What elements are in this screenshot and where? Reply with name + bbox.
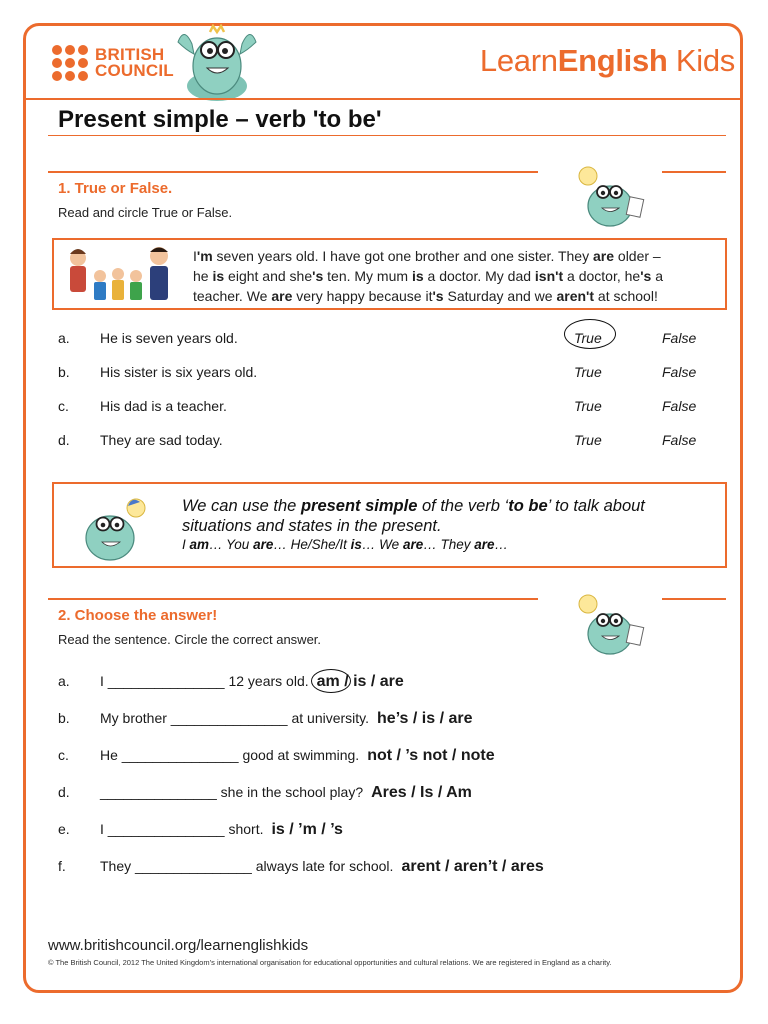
- option-separator: /: [435, 710, 449, 727]
- learnenglish-kids-logo[interactable]: LearnEnglish Kids: [479, 43, 735, 78]
- verb-form-text: are: [402, 537, 424, 552]
- answer-option[interactable]: Is: [420, 784, 434, 801]
- passage-text: very happy because it: [292, 288, 433, 304]
- option-separator: /: [433, 784, 447, 801]
- passage-text: older –: [614, 248, 661, 264]
- passage-text: 's: [432, 288, 444, 304]
- verb-form-text: … He/She/It: [273, 537, 351, 552]
- answer-option[interactable]: arent: [401, 858, 441, 875]
- verb-form-text: is: [350, 537, 362, 552]
- true-false-item: [58, 364, 718, 384]
- option-separator: /: [406, 784, 421, 801]
- item-sentence: _______________ she in the school play? Ares / Is / Am: [100, 784, 472, 801]
- reading-passage: [193, 246, 723, 306]
- info-text: ’ to talk about: [547, 497, 645, 515]
- verb-form-text: … We: [361, 537, 403, 552]
- answer-option[interactable]: Am: [446, 784, 472, 801]
- false-option[interactable]: False: [662, 398, 697, 414]
- false-option[interactable]: False: [662, 432, 697, 448]
- answer-option[interactable]: is: [271, 821, 285, 838]
- answer-option[interactable]: is: [353, 673, 367, 690]
- option-separator: /: [440, 858, 454, 875]
- item-letter: a.: [58, 330, 70, 346]
- passage-text: aren't: [556, 288, 595, 304]
- option-separator: /: [408, 710, 422, 727]
- answer-option[interactable]: not: [367, 747, 393, 764]
- title-underline: [48, 135, 726, 136]
- passage-text: are: [271, 288, 293, 304]
- family-illustration-icon: [64, 244, 179, 306]
- true-option[interactable]: True: [574, 432, 602, 448]
- logo-line-1: BRITISH: [95, 45, 165, 64]
- answer-option[interactable]: ’m: [298, 821, 317, 838]
- passage-text: teacher. We: [193, 288, 272, 304]
- passage-text: seven years old. I have got one brother and one sister. They: [212, 248, 593, 264]
- verb-form-text: … You: [209, 537, 254, 552]
- reading-passage-box: [52, 238, 727, 310]
- answer-option[interactable]: he’s: [377, 710, 409, 727]
- true-option[interactable]: True: [574, 364, 602, 380]
- choose-item: [58, 784, 718, 806]
- monster-idea-icon: [570, 160, 655, 230]
- passage-text: a doctor, he: [563, 268, 641, 284]
- british-council-logo[interactable]: [52, 45, 174, 81]
- verb-form-text: are: [253, 537, 274, 552]
- section1-rule-left: [48, 171, 538, 173]
- passage-text: I: [193, 248, 197, 264]
- british-council-dots-icon: [52, 45, 88, 81]
- passage-text: isn't: [534, 268, 564, 284]
- item-letter: a.: [58, 673, 70, 689]
- grammar-info-box: [52, 482, 727, 568]
- verb-form-text: …: [494, 537, 509, 552]
- page-title: Present simple – verb 'to be': [58, 106, 382, 133]
- footer-copyright: © The British Council, 2012 The United Kingdom’s international organisation for educational opportunities and cultural relations. We are registered in England as a charity.: [48, 958, 612, 967]
- option-separator: /: [392, 747, 406, 764]
- monster-idea-icon: [570, 588, 655, 658]
- item-statement: His dad is a teacher.: [100, 398, 227, 414]
- true-option[interactable]: True: [574, 398, 602, 414]
- verb-form-text: am: [189, 537, 210, 552]
- verb-forms-list: [182, 537, 508, 552]
- section1-heading: 1. True or False.: [58, 180, 173, 197]
- info-text: situations and states in the present.: [182, 517, 442, 535]
- passage-text: 's: [312, 268, 324, 284]
- passage-text: are: [592, 248, 615, 264]
- answer-circle: [564, 319, 616, 349]
- option-separator: /: [447, 747, 461, 764]
- item-sentence: I _______________ 12 years old. am / is / are: [100, 673, 404, 691]
- choose-item: [58, 747, 718, 769]
- verb-form-text: … They: [423, 537, 475, 552]
- option-separator: /: [339, 673, 354, 690]
- item-sentence: He _______________ good at swimming. not / ’s not / note: [100, 747, 495, 764]
- answer-option[interactable]: am: [317, 673, 340, 690]
- answer-options: [367, 747, 494, 764]
- choose-item: [58, 821, 718, 843]
- answer-option[interactable]: aren’t: [453, 858, 498, 875]
- passage-text: a doctor. My dad: [423, 268, 535, 284]
- verb-form-text: I: [182, 537, 190, 552]
- passage-text: is: [212, 268, 225, 284]
- answer-option[interactable]: is: [421, 710, 436, 727]
- passage-text: ten. My mum: [323, 268, 412, 284]
- answer-options: [271, 821, 342, 838]
- item-letter: b.: [58, 710, 70, 726]
- item-sentence: I _______________ short. is / ’m / ’s: [100, 821, 343, 838]
- passage-text: a: [651, 268, 664, 284]
- option-separator: /: [366, 673, 380, 690]
- passage-text: Saturday and we: [443, 288, 557, 304]
- passage-text: he: [193, 268, 213, 284]
- header-divider: [26, 98, 740, 100]
- section2-rule-right: [662, 598, 726, 600]
- answer-options: [377, 710, 472, 727]
- item-sentence: They _______________ always late for school. arent / aren’t / ares: [100, 858, 544, 875]
- false-option[interactable]: False: [662, 364, 697, 380]
- answer-circle: [311, 669, 354, 693]
- item-letter: e.: [58, 821, 70, 837]
- passage-text: is: [411, 268, 424, 284]
- choose-item: [58, 858, 718, 880]
- monster-thinking-icon: [78, 490, 168, 565]
- choose-item: [58, 710, 718, 732]
- choose-item: [58, 673, 718, 695]
- answer-options: [401, 858, 543, 875]
- passage-text: at school!: [594, 288, 658, 304]
- answer-option[interactable]: ’s: [330, 821, 343, 838]
- item-statement: His sister is six years old.: [100, 364, 258, 380]
- logo-line-2: COUNCIL: [95, 61, 174, 80]
- answer-options: [371, 784, 472, 801]
- item-letter: b.: [58, 364, 70, 380]
- section2-instruction: Read the sentence. Circle the correct answer.: [58, 632, 322, 647]
- info-text: present simple: [300, 497, 418, 515]
- option-separator: /: [316, 821, 331, 838]
- item-sentence: My brother _______________ at university. he’s / is / are: [100, 710, 473, 727]
- section1-instruction: Read and circle True or False.: [58, 205, 233, 220]
- section2-heading: 2. Choose the answer!: [58, 607, 218, 624]
- option-separator: /: [497, 858, 511, 875]
- true-false-item: [58, 432, 718, 452]
- monster-mascot-icon: [172, 24, 262, 104]
- verb-form-text: are: [474, 537, 495, 552]
- answer-option[interactable]: ’s not: [405, 747, 448, 764]
- grammar-explanation: [182, 496, 712, 536]
- true-false-item: [58, 330, 718, 350]
- answer-option[interactable]: are: [448, 710, 473, 727]
- answer-options: [317, 673, 404, 690]
- footer-url[interactable]: www.britishcouncil.org/learnenglishkids: [48, 937, 309, 954]
- item-letter: c.: [58, 398, 69, 414]
- info-text: to be: [508, 497, 548, 515]
- false-option[interactable]: False: [662, 330, 697, 346]
- item-statement: He is seven years old.: [100, 330, 238, 346]
- passage-text: eight and she: [224, 268, 313, 284]
- answer-option[interactable]: ares: [510, 858, 544, 875]
- passage-text: 'm: [196, 248, 213, 264]
- answer-option[interactable]: note: [460, 747, 495, 764]
- true-false-item: [58, 398, 718, 418]
- passage-text: 's: [640, 268, 652, 284]
- answer-option[interactable]: Ares: [371, 784, 407, 801]
- option-separator: /: [284, 821, 299, 838]
- section1-rule-right: [662, 171, 726, 173]
- true-option[interactable]: True: [574, 330, 602, 346]
- info-text: We can use the: [182, 497, 301, 515]
- item-letter: d.: [58, 432, 70, 448]
- section2-rule-left: [48, 598, 538, 600]
- info-text: of the verb ‘: [417, 497, 509, 515]
- answer-option[interactable]: are: [379, 673, 404, 690]
- item-statement: They are sad today.: [100, 432, 223, 448]
- item-letter: f.: [58, 858, 66, 874]
- item-letter: c.: [58, 747, 69, 763]
- item-letter: d.: [58, 784, 70, 800]
